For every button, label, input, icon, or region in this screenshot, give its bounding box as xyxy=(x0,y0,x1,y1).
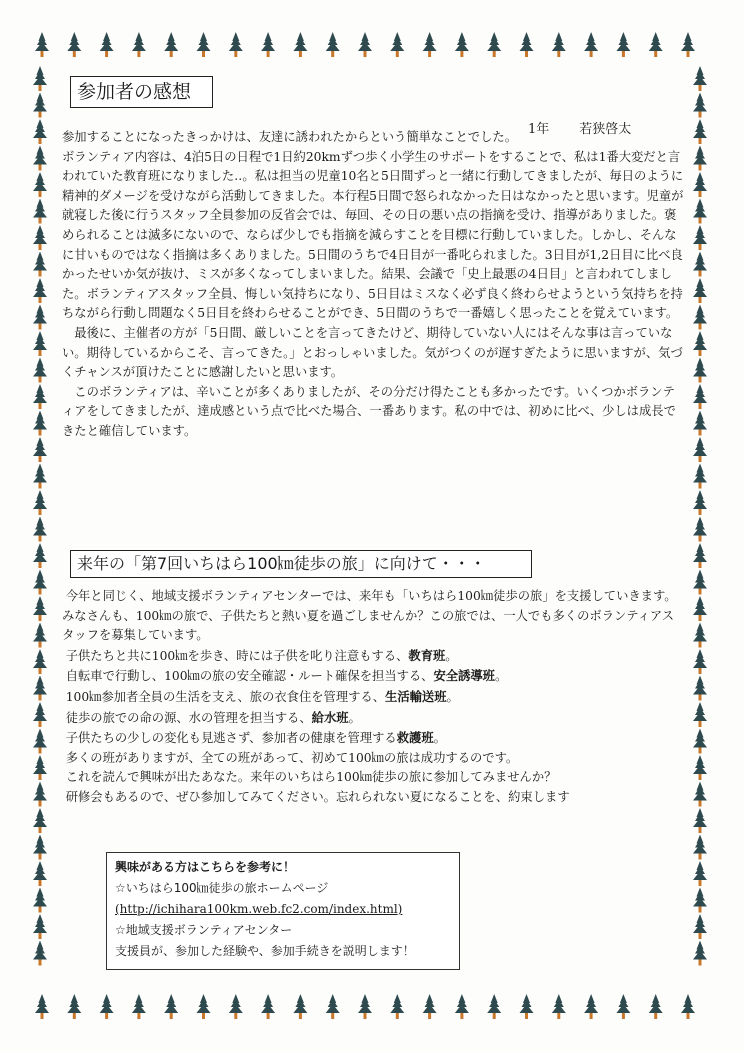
pine-tree-icon xyxy=(584,994,598,1019)
pine-tree-icon xyxy=(693,676,707,701)
pine-tree-icon xyxy=(33,199,47,224)
pine-tree-icon xyxy=(35,994,49,1019)
team-line xyxy=(62,646,684,667)
pine-tree-icon xyxy=(649,32,663,57)
pine-tree-icon xyxy=(33,490,47,515)
pine-tree-icon xyxy=(693,623,707,648)
homepage-url-line xyxy=(115,899,459,920)
team-line xyxy=(62,666,684,687)
pine-tree-icon xyxy=(197,994,211,1019)
pine-tree-icon xyxy=(33,411,47,436)
closing-line: これを読んで興味が出たあなた。来年のいちはら100㎞徒歩の旅に参加してみませんか？ xyxy=(65,770,557,785)
pine-tree-icon xyxy=(455,32,469,57)
pine-tree-icon xyxy=(261,994,275,1019)
pine-tree-icon xyxy=(616,32,630,57)
info-title: 興味がある方はこちらを参考に！ xyxy=(115,860,296,874)
pine-tree-icon xyxy=(693,66,707,91)
pine-tree-icon xyxy=(261,32,275,57)
pine-tree-icon xyxy=(33,755,47,780)
pine-tree-icon xyxy=(33,914,47,939)
pine-tree-icon xyxy=(33,543,47,568)
pine-tree-icon xyxy=(100,994,114,1019)
pine-tree-icon xyxy=(693,146,707,171)
recruit-intro: 今年と同じく、地域支援ボランティアセンターでは、来年も「いちはら100㎞徒歩の旅」を支援していきます。みなさんも、100㎞の旅で、子供たちと熱い夏を過ごしませんか？この旅では、一人でも多くのボランティアスタッフを募集しています。 xyxy=(62,589,677,643)
team-name: 安全誘導班 xyxy=(433,668,495,684)
pine-tree-icon xyxy=(33,146,47,171)
pine-tree-icon xyxy=(693,305,707,330)
pine-tree-icon xyxy=(693,941,707,966)
essay-paragraph: このボランティアは、辛いことが多くありましたが、その分だけ得たことも多かったです。いくつかボランティアをしてきましたが、達成感という点で比べた場合、一番あります。私の中では、初めに比べ、少しは成長できたと確信しています。 xyxy=(62,384,676,438)
pine-tree-icon xyxy=(693,172,707,197)
closing-line: 研修会もあるので、ぜひ参加してみてください。忘れられない夏になることを、約束します xyxy=(65,789,570,804)
pine-tree-icon xyxy=(33,358,47,383)
pine-tree-icon xyxy=(616,994,630,1019)
pine-tree-icon xyxy=(33,331,47,356)
pine-tree-icon xyxy=(693,411,707,436)
pine-tree-icon xyxy=(164,32,178,57)
pine-tree-icon xyxy=(67,994,81,1019)
pine-tree-icon xyxy=(552,32,566,57)
closing-line: 多くの班がありますが、全ての班があって、初めて100㎞の旅は成功するのです。 xyxy=(65,750,519,765)
pine-tree-icon xyxy=(33,835,47,860)
team-name: 生活輸送班 xyxy=(385,688,447,704)
pine-tree-icon xyxy=(33,305,47,330)
pine-tree-icon xyxy=(693,835,707,860)
pine-tree-icon xyxy=(520,994,534,1019)
pine-tree-icon xyxy=(390,32,404,57)
info-box xyxy=(106,852,460,970)
team-end: 。 xyxy=(445,648,458,663)
pine-tree-icon xyxy=(132,32,146,57)
pine-tree-icon xyxy=(33,384,47,409)
author-grade: 1年 xyxy=(528,122,550,137)
pine-tree-icon xyxy=(33,570,47,595)
pine-tree-icon xyxy=(693,93,707,118)
pine-tree-icon xyxy=(681,994,695,1019)
author-name: 若狭啓太 xyxy=(579,122,632,137)
pine-tree-icon xyxy=(33,464,47,489)
team-name: 給水班 xyxy=(311,709,349,725)
pine-tree-icon xyxy=(358,32,372,57)
pine-tree-icon xyxy=(423,32,437,57)
pine-tree-icon xyxy=(455,994,469,1019)
pine-tree-icon xyxy=(693,437,707,462)
pine-tree-icon xyxy=(693,225,707,250)
pine-tree-icon xyxy=(293,32,307,57)
pine-tree-icon xyxy=(326,994,340,1019)
pine-tree-icon xyxy=(693,490,707,515)
pine-tree-icon xyxy=(693,649,707,674)
pine-tree-icon xyxy=(33,172,47,197)
pine-tree-icon xyxy=(358,994,372,1019)
team-desc: 子供たちの少しの変化も見逃さず、参加者の健康を管理する xyxy=(65,731,397,746)
pine-tree-icon xyxy=(693,861,707,886)
info-note: 支援員が、参加した経験や、参加手続きを説明します！ xyxy=(115,944,415,958)
section-heading-next-year: 来年の「第7回いちはら100㎞徒歩の旅」に向けて・・・ xyxy=(70,550,532,578)
pine-tree-icon xyxy=(693,596,707,621)
pine-tree-icon xyxy=(33,278,47,303)
pine-tree-icon xyxy=(693,755,707,780)
pine-tree-icon xyxy=(693,914,707,939)
team-desc: 徒歩の旅での命の源、水の管理を担当する、 xyxy=(65,710,312,725)
team-end: 。 xyxy=(446,689,459,704)
essay-paragraph: 最後に、主催者の方が「5日間、厳しいことを言ってきたけど、期待していない人にはそんな事は言っていない。期待しているからこそ、言ってきた。」とおっしゃいました。気がつくのが遅すぎたように思いますが、気づくチャンスが頂けたことに感謝したいと思います。 xyxy=(62,325,683,380)
pine-tree-icon xyxy=(33,437,47,462)
team-desc: 子供たちと共に100㎞を歩き、時には子供を叱り注意もする、 xyxy=(65,648,409,663)
essay-paragraph: ボランティア内容は、4泊5日の日程で1日約20kmずつ歩く小学生のサポートをすることで、私は1番大変だと言われていた教育班になりました‥。私は担当の児童10名と5日間ずっと一緒に行動してきましたが、毎日のように精神的ダメージを受けながら活動してきました。本行程5日間で怒られなかった日はなかったと思います。児童が就寝した後に行うスタッフ全員参加の反省会では、毎回、その日の悪い点の指摘を受け、指導がありました。褒められることは滅多にないので、ならば少しでも指摘を減らすことを目標に行動していました。しかし、そんなに甘いものではなく指摘は多くありました。5日間のうちで4日目が一番叱られました。3日目が1,2日目に比べ良かったせいか気が抜け、ミスが多くなってしまいました。結果、会議で「史上最悪の4日目」と言われてしました。ボランティアスタッフ全員、悔しい気持ちになり、5日目はミスなく必ず良く終わらせようという気持ちを持ちながら行動し問題なく5日目を終わらせることができ、5日間のうちで一番嬉しく思ったことを覚えています。 xyxy=(62,149,684,321)
team-name: 救護班 xyxy=(396,730,434,746)
pine-tree-icon xyxy=(693,358,707,383)
pine-tree-icon xyxy=(33,888,47,913)
pine-tree-icon xyxy=(197,32,211,57)
team-end: 。 xyxy=(348,710,361,725)
pine-tree-icon xyxy=(33,941,47,966)
pine-tree-icon xyxy=(693,808,707,833)
pine-tree-icon xyxy=(520,32,534,57)
pine-tree-icon xyxy=(649,994,663,1019)
team-line xyxy=(62,708,684,729)
essay-paragraph: 参加することになったきっかけは、友達に誘われたからという簡単なことでした。 xyxy=(62,130,517,144)
pine-tree-icon xyxy=(33,676,47,701)
pine-tree-icon xyxy=(693,888,707,913)
team-name: 教育班 xyxy=(408,647,446,663)
pine-tree-icon xyxy=(164,994,178,1019)
pine-tree-icon xyxy=(487,32,501,57)
pine-tree-icon xyxy=(552,994,566,1019)
pine-tree-icon xyxy=(33,702,47,727)
pine-tree-icon xyxy=(33,252,47,277)
pine-tree-icon xyxy=(681,32,695,57)
pine-tree-icon xyxy=(693,464,707,489)
pine-tree-icon xyxy=(33,623,47,648)
pine-tree-icon xyxy=(33,225,47,250)
pine-tree-icon xyxy=(33,517,47,542)
pine-tree-icon xyxy=(423,994,437,1019)
pine-tree-icon xyxy=(584,32,598,57)
pine-tree-icon xyxy=(693,543,707,568)
pine-tree-icon xyxy=(693,729,707,754)
section-heading-impressions: 参加者の感想 xyxy=(70,76,213,108)
pine-tree-icon xyxy=(33,66,47,91)
pine-tree-icon xyxy=(35,32,49,57)
pine-tree-icon xyxy=(100,32,114,57)
pine-tree-icon xyxy=(693,702,707,727)
team-end: 。 xyxy=(433,731,446,746)
pine-tree-icon xyxy=(33,596,47,621)
pine-tree-icon xyxy=(693,782,707,807)
team-line xyxy=(62,728,684,749)
pine-tree-icon xyxy=(33,782,47,807)
essay-body xyxy=(62,128,684,442)
pine-tree-icon xyxy=(293,994,307,1019)
homepage-label: ☆いちはら100㎞徒歩の旅ホームページ xyxy=(115,881,329,895)
pine-tree-icon xyxy=(229,994,243,1019)
pine-tree-icon xyxy=(132,994,146,1019)
recruit-body xyxy=(62,587,684,808)
pine-tree-icon xyxy=(33,649,47,674)
team-end: 。 xyxy=(494,669,508,684)
pine-tree-icon xyxy=(693,570,707,595)
team-line xyxy=(62,687,684,708)
pine-tree-icon xyxy=(487,994,501,1019)
pine-tree-icon xyxy=(693,119,707,144)
pine-tree-icon xyxy=(33,861,47,886)
pine-tree-icon xyxy=(33,93,47,118)
pine-tree-icon xyxy=(693,517,707,542)
pine-tree-icon xyxy=(67,32,81,57)
pine-tree-icon xyxy=(693,384,707,409)
pine-tree-icon xyxy=(693,199,707,224)
pine-tree-icon xyxy=(33,729,47,754)
center-label: ☆地域支援ボランティアセンター xyxy=(115,923,293,937)
pine-tree-icon xyxy=(229,32,243,57)
pine-tree-icon xyxy=(326,32,340,57)
pine-tree-icon xyxy=(693,252,707,277)
pine-tree-icon xyxy=(33,119,47,144)
homepage-link[interactable]: (http://ichihara100km.web.fc2.com/index.html) xyxy=(115,902,403,916)
pine-tree-icon xyxy=(33,808,47,833)
pine-tree-icon xyxy=(693,278,707,303)
pine-tree-icon xyxy=(693,331,707,356)
team-desc: 自転車で行動し、100㎞の旅の安全確認・ルート確保を担当する、 xyxy=(65,669,434,684)
team-desc: 100㎞参加者全員の生活を支え、旅の衣食住を管理する、 xyxy=(65,689,386,704)
pine-tree-icon xyxy=(390,994,404,1019)
